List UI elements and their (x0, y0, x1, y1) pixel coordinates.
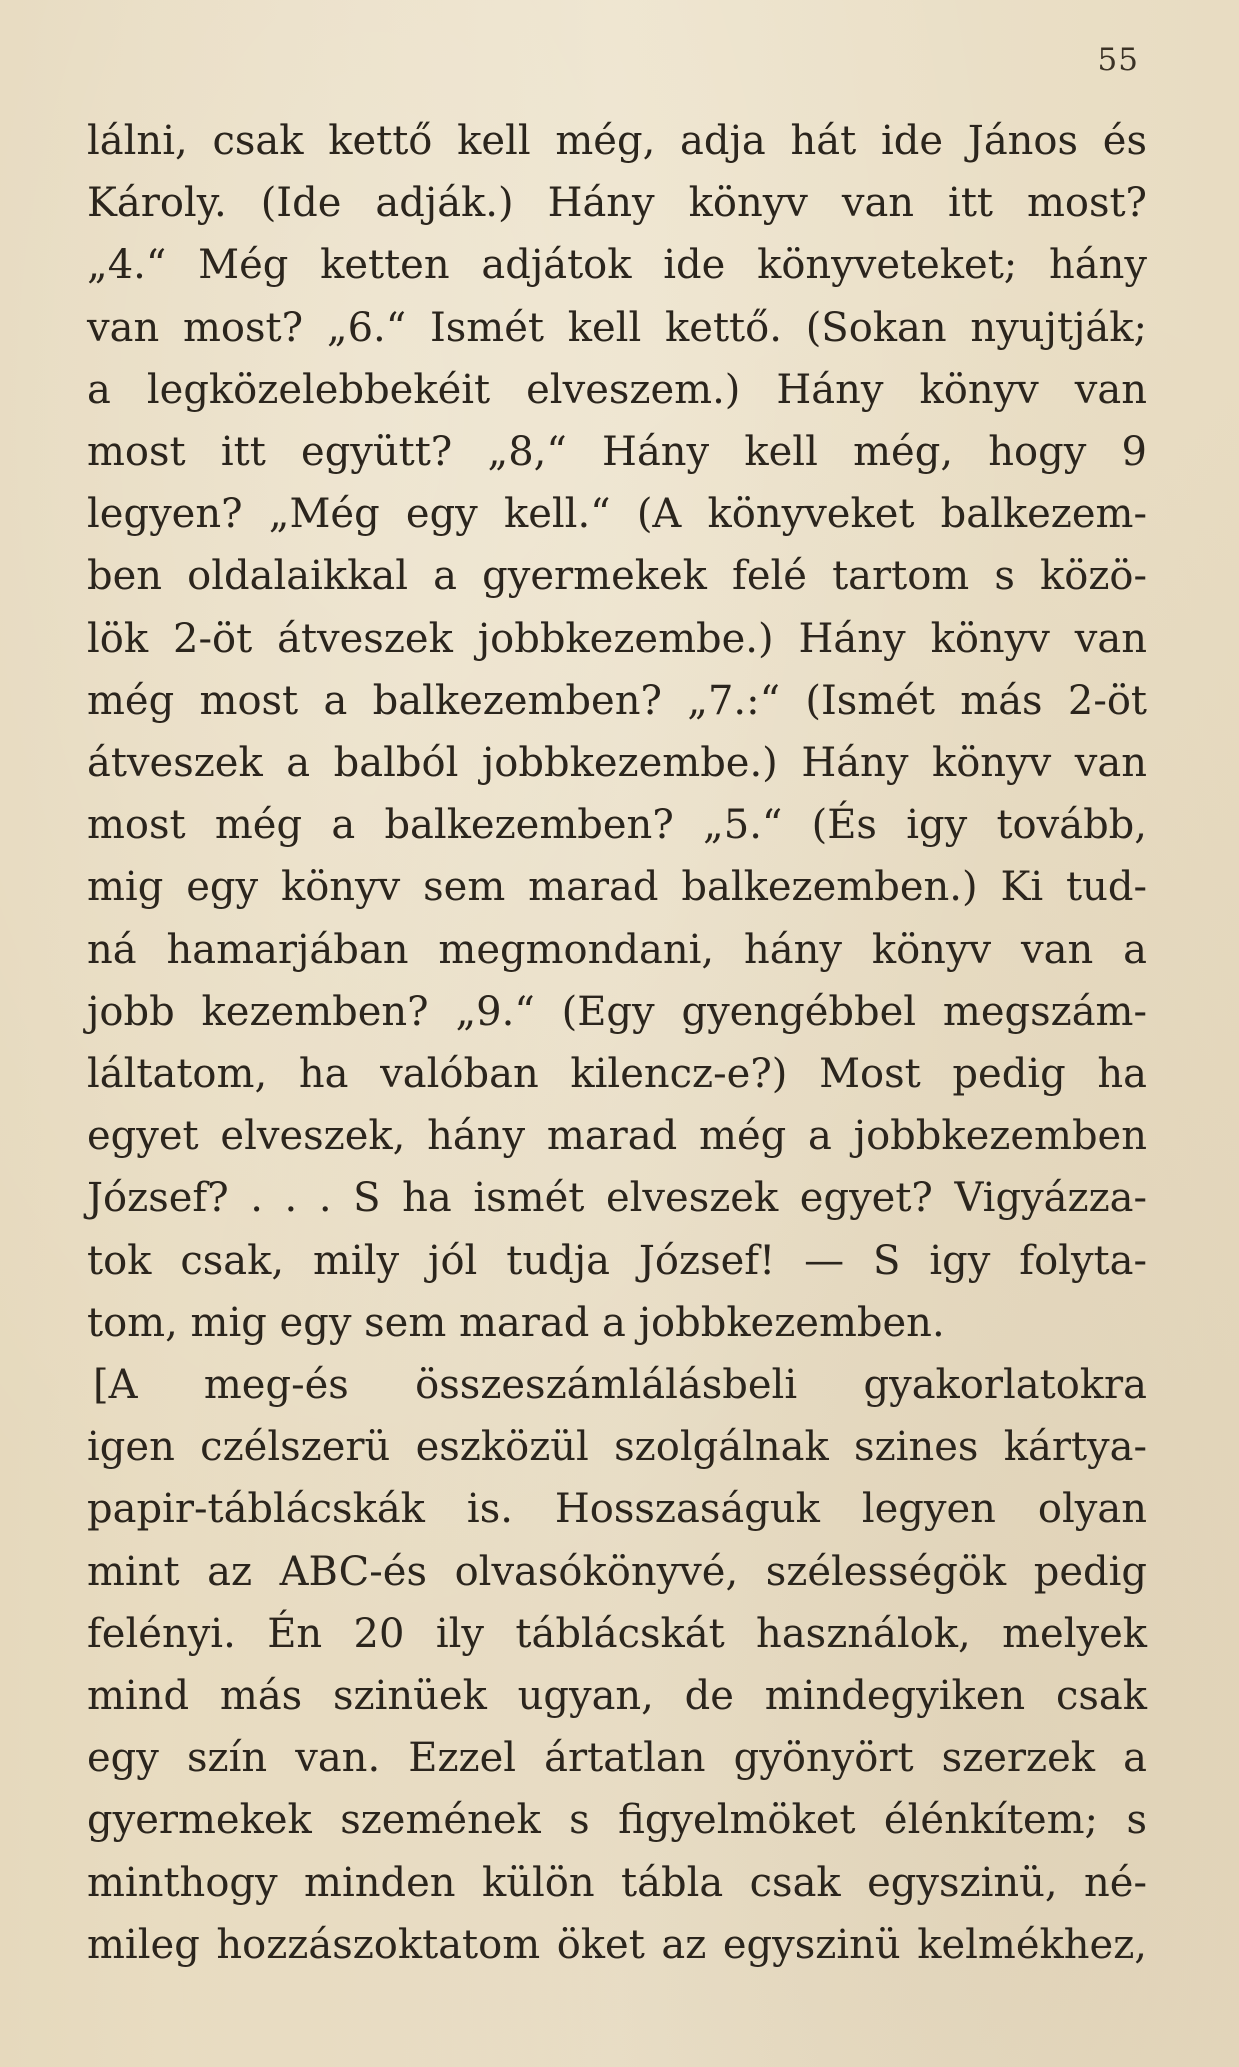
text-line: még most a balkezemben? „7.:“ (Ismét más 2-öt (87, 677, 1147, 724)
text-line: most még a balkezemben? „5.“ (És igy tovább, (87, 802, 1147, 849)
text-line: a legközelebbekéit elveszem.) Hány könyv van (87, 366, 1147, 413)
text-line: most itt együtt? „8,“ Hány kell még, hogy 9 (87, 429, 1147, 476)
text-line: József? . . . S ha ismét elveszek egyet? Vigyázza- (87, 1175, 1147, 1222)
text-line: lálni, csak kettő kell még, adja hát ide János és (87, 118, 1147, 164)
text-line: mind más szinüek ugyan, de mindegyiken csak (87, 1673, 1147, 1720)
page-number: 55 (1097, 42, 1139, 78)
text-line: papir-táblácskák is. Hosszaságuk legyen olyan (87, 1486, 1147, 1533)
text-line: Károly. (Ide adják.) Hány könyv van itt most? (87, 180, 1147, 227)
body-text (87, 110, 1147, 1976)
text-line: egy szín van. Ezzel ártatlan gyönyört szerzek a (87, 1735, 1147, 1782)
text-line: felényi. Én 20 ily táblácskát használok, melyek (87, 1610, 1147, 1657)
text-line: láltatom, ha valóban kilencz-e?) Most pedig ha (87, 1051, 1147, 1098)
text-line: tom, mig egy sem marad a jobbkezemben. (87, 1299, 945, 1346)
text-line: átveszek a balból jobbkezembe.) Hány könyv van (87, 740, 1147, 787)
text-line: van most? „6.“ Ismét kell kettő. (Sokan nyujtják; (87, 304, 1147, 351)
text-line: mileg hozzászoktatom öket az egyszinü kelmékhez, (87, 1921, 1147, 1968)
text-line: jobb kezemben? „9.“ (Egy gyengébbel megszám- (87, 988, 1147, 1035)
text-line: gyermekek szemének s figyelmöket élénkítem; s (87, 1797, 1147, 1844)
text-line: tok csak, mily jól tudja József! — S igy folyta- (87, 1237, 1147, 1284)
text-line: mint az ABC-és olvasókönyvé, szélességök pedig (87, 1548, 1147, 1595)
text-line: minthogy minden külön tábla csak egyszinü, né- (87, 1859, 1147, 1906)
text-line: lök 2-öt átveszek jobbkezembe.) Hány könyv van (87, 615, 1147, 662)
text-line: ben oldalaikkal a gyermekek felé tartom s közö- (87, 553, 1147, 600)
text-line: igen czélszerü eszközül szolgálnak szines kártya- (87, 1424, 1147, 1471)
text-line: ná hamarjában megmondani, hány könyv van a (87, 926, 1147, 973)
text-line: legyen? „Még egy kell.“ (A könyveket balkezem- (87, 491, 1147, 538)
text-line: egyet elveszek, hány marad még a jobbkezemben (87, 1113, 1147, 1160)
text-line: [A meg-és összeszámlálásbeli gyakorlatokra (93, 1362, 1147, 1409)
text-line: mig egy könyv sem marad balkezemben.) Ki tud- (87, 864, 1147, 911)
text-line: „4.“ Még ketten adjátok ide könyveteket; hány (87, 242, 1147, 289)
